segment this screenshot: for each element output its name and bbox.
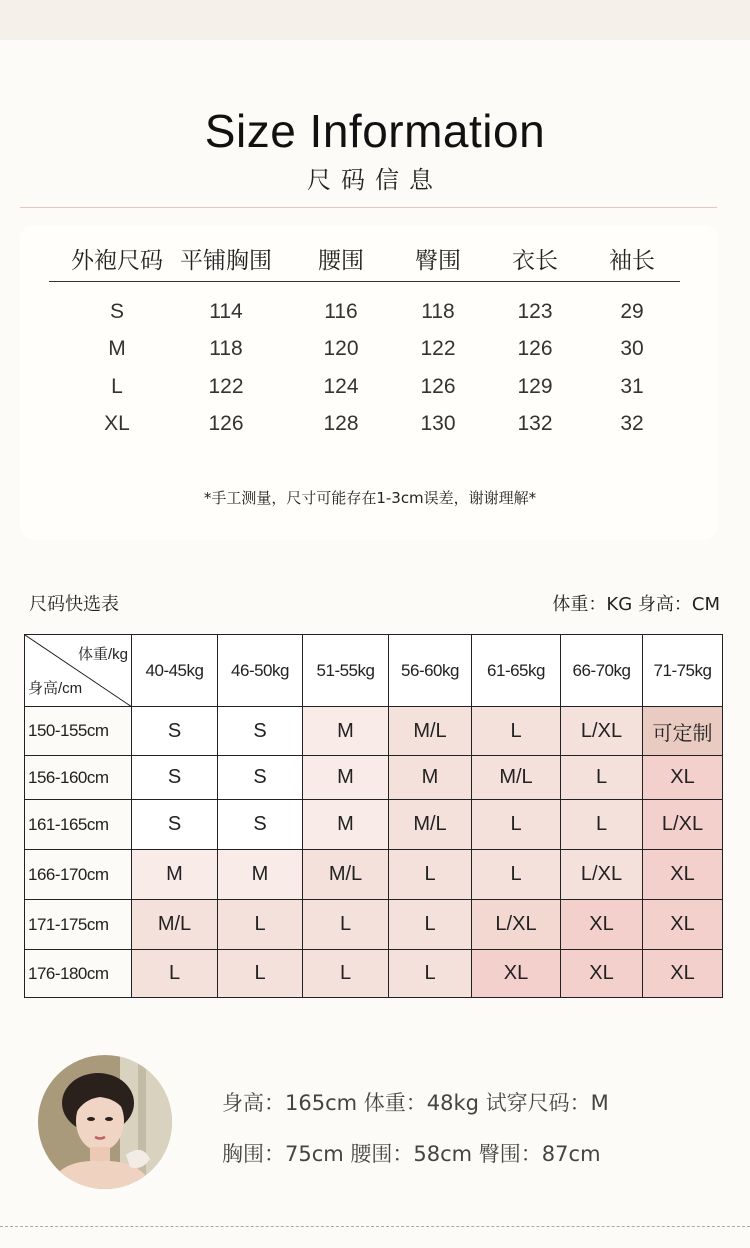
height-row-header: 161-165cm: [25, 800, 132, 850]
corner-weight-label: 体重/kg: [77, 646, 128, 663]
size-table-cell: 129: [517, 375, 553, 398]
size-recommendation-cell: XL: [472, 950, 561, 998]
size-table-cell: 124: [323, 375, 359, 398]
size-table-cell: 118: [209, 337, 243, 360]
size-recommendation-cell: M: [132, 850, 218, 900]
size-recommendation-cell: L: [472, 850, 561, 900]
quick-table-title: 尺码快选表: [29, 594, 119, 615]
size-table-cell: M: [108, 337, 126, 360]
size-table-header: 衣长: [512, 248, 558, 274]
size-table-cell: L: [111, 375, 123, 398]
model-stats-line-2: 胸围：75cm 腰围：58cm 臀围：87cm: [222, 1142, 601, 1166]
size-recommendation-cell: M: [389, 756, 472, 800]
model-avatar: [38, 1055, 172, 1189]
height-row-header: 171-175cm: [25, 900, 132, 950]
size-recommendation-cell: L: [303, 950, 389, 998]
size-recommendation-cell: L: [389, 950, 472, 998]
size-recommendation-cell: L: [303, 900, 389, 950]
size-table-cell: 31: [620, 375, 644, 398]
weight-column-header: 61-65kg: [472, 635, 561, 707]
size-recommendation-cell: M/L: [389, 800, 472, 850]
size-recommendation-cell: L: [389, 900, 472, 950]
size-recommendation-cell: S: [218, 800, 303, 850]
weight-column-header: 56-60kg: [389, 635, 472, 707]
weight-column-header: 66-70kg: [561, 635, 643, 707]
size-recommendation-cell: M/L: [389, 707, 472, 756]
size-table-header: 外袍尺码: [71, 248, 163, 274]
size-recommendation-cell: L: [472, 800, 561, 850]
size-recommendation-cell: L/XL: [643, 800, 723, 850]
height-row-header: 156-160cm: [25, 756, 132, 800]
size-recommendation-cell: 可定制: [643, 707, 723, 756]
weight-column-header: 46-50kg: [218, 635, 303, 707]
size-recommendation-cell: L: [561, 756, 643, 800]
size-recommendation-cell: L: [472, 707, 561, 756]
corner-cell: [25, 635, 132, 707]
quick-table-units: 体重：KG 身高：CM: [552, 594, 720, 615]
size-recommendation-cell: M/L: [472, 756, 561, 800]
quick-table-row: [25, 800, 723, 850]
size-table-cell: 30: [620, 337, 644, 360]
size-table-header: 平铺胸围: [180, 248, 272, 274]
size-table-cell: 29: [620, 300, 644, 323]
quick-table-row: [25, 850, 723, 900]
top-band: [0, 0, 750, 40]
height-row-header: 176-180cm: [25, 950, 132, 998]
size-recommendation-cell: S: [132, 756, 218, 800]
size-recommendation-cell: XL: [643, 950, 723, 998]
size-recommendation-cell: XL: [561, 950, 643, 998]
size-table-cell: 122: [420, 337, 456, 360]
size-recommendation-cell: M/L: [132, 900, 218, 950]
size-recommendation-cell: M: [218, 850, 303, 900]
weight-column-header: 71-75kg: [643, 635, 723, 707]
measurement-note: *手工测量，尺寸可能存在1-3cm误差，谢谢理解*: [203, 489, 537, 507]
height-row-header: 150-155cm: [25, 707, 132, 756]
quick-table-row: [25, 707, 723, 756]
size-recommendation-cell: L/XL: [561, 707, 643, 756]
size-recommendation-cell: M/L: [303, 850, 389, 900]
size-recommendation-cell: M: [303, 707, 389, 756]
page-subtitle: 尺码信息: [307, 166, 443, 194]
quick-table-row: [25, 756, 723, 800]
size-table-cell: 122: [208, 375, 244, 398]
bottom-divider: [0, 1226, 750, 1227]
size-recommendation-cell: L: [389, 850, 472, 900]
model-stats-line-1: 身高：165cm 体重：48kg 试穿尺码：M: [222, 1091, 609, 1115]
size-recommendation-cell: XL: [561, 900, 643, 950]
size-table-cell: XL: [104, 412, 130, 435]
size-table-header: 袖长: [609, 248, 655, 274]
size-table-header-rule: [49, 281, 680, 282]
page-title: Size Information: [204, 105, 546, 157]
size-recommendation-cell: S: [132, 707, 218, 756]
quick-table-header-row: [25, 635, 723, 707]
size-recommendation-cell: L: [218, 900, 303, 950]
weight-column-header: 51-55kg: [303, 635, 389, 707]
quick-table-row: [25, 900, 723, 950]
size-table-cell: 128: [323, 412, 359, 435]
size-recommendation-cell: M: [303, 800, 389, 850]
size-table-cell: 114: [209, 300, 243, 323]
size-recommendation-cell: XL: [643, 850, 723, 900]
size-recommendation-cell: S: [132, 800, 218, 850]
size-table-cell: 118: [421, 300, 455, 323]
size-table-cell: 116: [324, 300, 358, 323]
size-table-header: 腰围: [318, 248, 364, 274]
size-table-cell: 130: [420, 412, 456, 435]
corner-height-label: 身高/cm: [28, 680, 83, 697]
size-table-cell: S: [109, 300, 124, 323]
size-table-cell: 126: [208, 412, 244, 435]
size-table-cell: 126: [420, 375, 456, 398]
size-recommendation-cell: XL: [643, 900, 723, 950]
size-recommendation-cell: M: [303, 756, 389, 800]
size-recommendation-cell: L/XL: [561, 850, 643, 900]
size-table-cell: 120: [323, 337, 359, 360]
size-recommendation-cell: L/XL: [472, 900, 561, 950]
size-table-cell: 32: [620, 412, 644, 435]
size-recommendation-cell: S: [218, 756, 303, 800]
title-divider: [20, 207, 717, 208]
size-recommendation-cell: XL: [643, 756, 723, 800]
weight-column-header: 40-45kg: [132, 635, 218, 707]
quick-table-row: [25, 950, 723, 998]
height-row-header: 166-170cm: [25, 850, 132, 900]
size-table-header: 臀围: [415, 248, 461, 274]
size-table-cell: 123: [517, 300, 553, 323]
size-table-cell: 132: [517, 412, 553, 435]
size-recommendation-cell: S: [218, 707, 303, 756]
size-recommendation-cell: L: [561, 800, 643, 850]
size-table-cell: 126: [517, 337, 553, 360]
size-recommendation-cell: L: [132, 950, 218, 998]
size-recommendation-cell: L: [218, 950, 303, 998]
size-quick-table: [24, 634, 723, 998]
